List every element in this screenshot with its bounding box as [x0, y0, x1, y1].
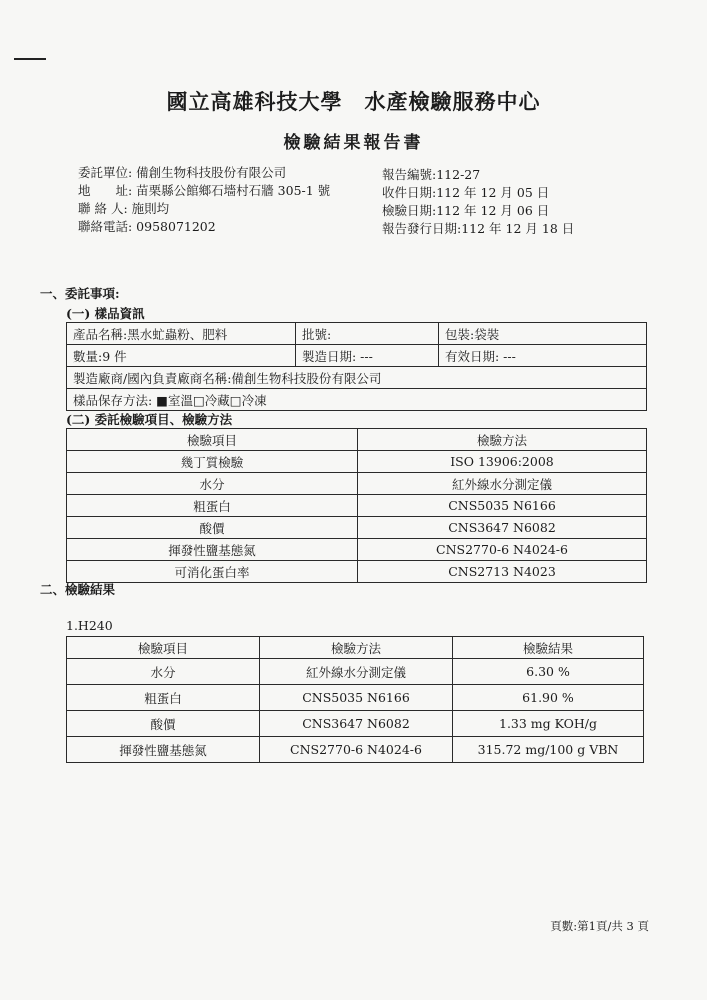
- test-method: ISO 13906:2008: [358, 451, 647, 473]
- package-type: 包裝:袋裝: [439, 323, 647, 345]
- client-info: [78, 164, 330, 236]
- table-row: [67, 389, 647, 411]
- table-row: [67, 495, 647, 517]
- section2-heading: 二、檢驗結果: [40, 582, 116, 597]
- table-header-row: [67, 637, 644, 659]
- test-item: 揮發性鹽基態氮: [67, 539, 358, 561]
- quantity: 數量:9 件: [67, 345, 296, 367]
- storage-method: 樣品保存方法: ■室溫□冷藏□冷凍: [67, 389, 647, 411]
- client-phone: 聯絡電話: 0958071202: [78, 219, 216, 234]
- test-item: 幾丁質檢驗: [67, 451, 358, 473]
- result-item: 水分: [67, 659, 260, 685]
- product-name: 產品名稱:黑水虻蟲粉、肥料: [67, 323, 296, 345]
- table-row: [67, 539, 647, 561]
- table-header-row: [67, 429, 647, 451]
- result-value: 315.72 mg/100 g VBN: [453, 737, 644, 763]
- table-row: [67, 345, 647, 367]
- section1-heading: 一、委託事項:: [40, 286, 120, 301]
- table-row: [67, 737, 644, 763]
- test-item: 可消化蛋白率: [67, 561, 358, 583]
- test-method: CNS5035 N6166: [358, 495, 647, 517]
- column-header: 檢驗方法: [358, 429, 647, 451]
- manufacture-date: 製造日期: ---: [296, 345, 439, 367]
- test-method: CNS2713 N4023: [358, 561, 647, 583]
- result-item: 粗蛋白: [67, 685, 260, 711]
- table-row: [67, 659, 644, 685]
- column-header: 檢驗項目: [67, 429, 358, 451]
- result-item: 酸價: [67, 711, 260, 737]
- report-number: 報告編號:112-27: [382, 167, 481, 182]
- result-item: 揮發性鹽基態氮: [67, 737, 260, 763]
- sample-info-heading: (一) 樣品資訊: [66, 306, 145, 321]
- test-date: 檢驗日期:112 年 12 月 06 日: [382, 203, 550, 218]
- table-row: [67, 473, 647, 495]
- expiry-date: 有效日期: ---: [439, 345, 647, 367]
- batch-number: 批號:: [296, 323, 439, 345]
- column-header: 檢驗項目: [67, 637, 260, 659]
- report-subtitle: 檢驗結果報告書: [283, 133, 424, 153]
- sample-id: 1.H240: [66, 618, 113, 633]
- test-item: 水分: [67, 473, 358, 495]
- result-method: 紅外線水分測定儀: [260, 659, 453, 685]
- test-item: 酸價: [67, 517, 358, 539]
- client-address: 地 址: 苗栗縣公館鄉石墻村石牆 305-1 號: [78, 183, 331, 198]
- table-row: [67, 517, 647, 539]
- table-row: [67, 561, 647, 583]
- report-info: [382, 166, 574, 238]
- test-method: CNS3647 N6082: [358, 517, 647, 539]
- result-value: 61.90 %: [453, 685, 644, 711]
- result-method: CNS3647 N6082: [260, 711, 453, 737]
- corner-mark: [14, 58, 46, 60]
- methods-table: [66, 428, 647, 583]
- methods-heading: (二) 委託檢驗項目、檢驗方法: [66, 412, 233, 427]
- received-date: 收件日期:112 年 12 月 05 日: [382, 185, 550, 200]
- sample-info-table: [66, 322, 647, 411]
- client-contact: 聯 絡 人: 施則均: [78, 201, 170, 216]
- table-row: [67, 685, 644, 711]
- client-unit: 委託單位: 備創生物科技股份有限公司: [78, 165, 287, 180]
- results-table: [66, 636, 644, 763]
- result-method: CNS2770-6 N4024-6: [260, 737, 453, 763]
- result-value: 6.30 %: [453, 659, 644, 685]
- page-number: 頁數:第1頁/共 3 頁: [550, 919, 649, 933]
- issue-date: 報告發行日期:112 年 12 月 18 日: [382, 221, 575, 236]
- manufacturer: 製造廠商/國內負責廠商名稱:備創生物科技股份有限公司: [67, 367, 647, 389]
- report-title: 國立高雄科技大學 水產檢驗服務中心: [166, 89, 541, 114]
- test-item: 粗蛋白: [67, 495, 358, 517]
- result-value: 1.33 mg KOH/g: [453, 711, 644, 737]
- table-row: [67, 711, 644, 737]
- test-method: 紅外線水分測定儀: [358, 473, 647, 495]
- result-method: CNS5035 N6166: [260, 685, 453, 711]
- column-header: 檢驗方法: [260, 637, 453, 659]
- table-row: [67, 323, 647, 345]
- column-header: 檢驗結果: [453, 637, 644, 659]
- table-row: [67, 451, 647, 473]
- test-method: CNS2770-6 N4024-6: [358, 539, 647, 561]
- table-row: [67, 367, 647, 389]
